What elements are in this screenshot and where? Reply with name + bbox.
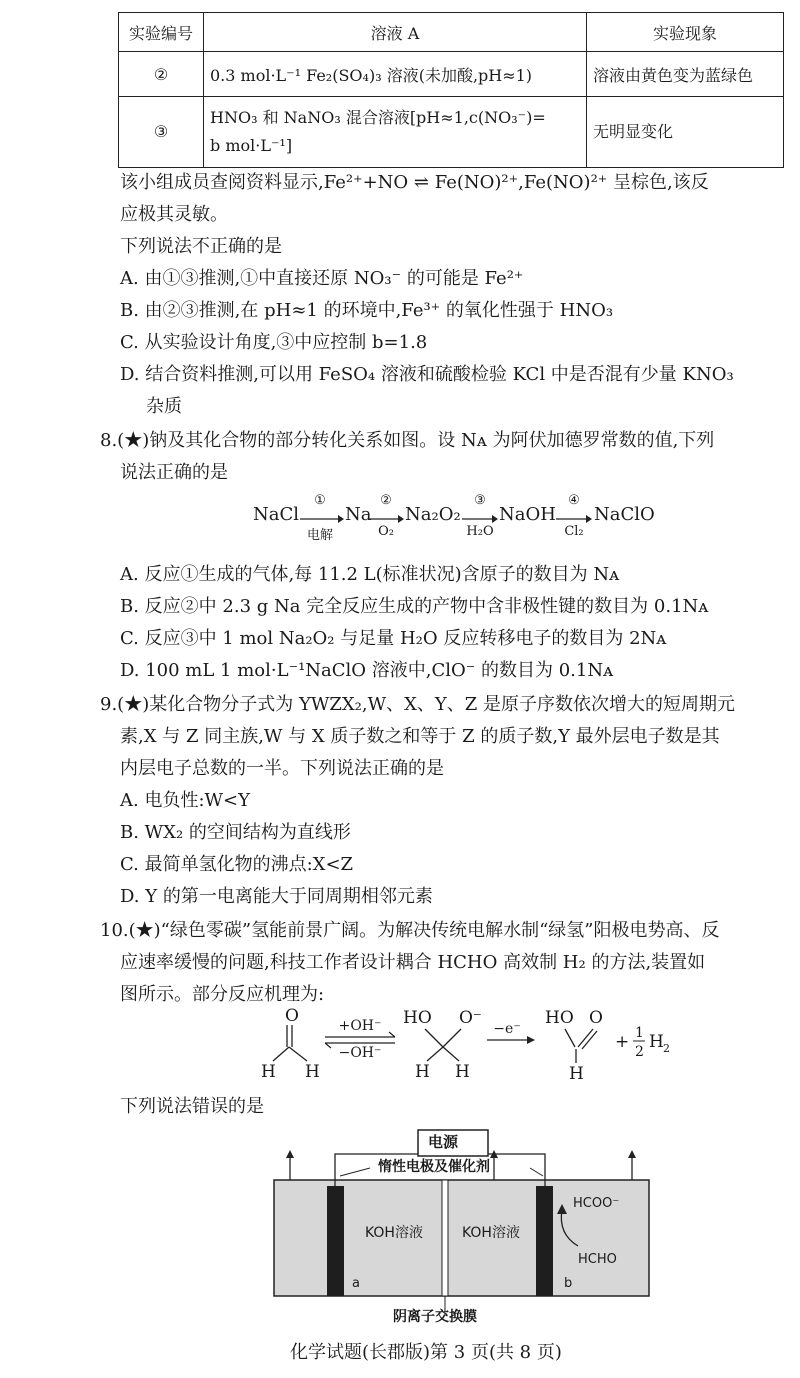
atom-h: H	[305, 1062, 320, 1082]
table-cell-solution: 0.3 mol·L⁻¹ Fe₂(SO₄)₃ 溶液(未加酸,pH≈1)	[204, 52, 587, 97]
chain-arrow-bottom: Cl₂	[564, 524, 584, 539]
membrane-label: 阴离子交换膜	[393, 1309, 477, 1325]
q7-option-c: C. 从实验设计角度,③中应控制 b=1.8	[120, 332, 428, 353]
table-cell-solution-line2: b mol·L⁻¹]	[210, 136, 293, 155]
q10-stem-line-1: 10.(★)“绿色零碳”氢能前景广阔。为解决传统电解水制“绿氢”阳极电势高、反	[100, 920, 720, 941]
table-cell-phenomenon: 无明显变化	[587, 97, 784, 168]
table-header-solution: 溶液 A	[204, 13, 587, 52]
formic-acid-structure	[545, 1008, 603, 1083]
right-solution-label: KOH溶液	[462, 1225, 520, 1241]
intro-line-1: 该小组成员查阅资料显示,Fe²⁺+NO ⇌ Fe(NO)²⁺,Fe(NO)²⁺ 呈棕色,该反	[120, 172, 709, 193]
table-cell-phenomenon: 溶液由黄色变为蓝绿色	[587, 52, 784, 97]
electrode-catalyst-label: 惰性电极及催化剂	[378, 1159, 490, 1175]
atom-ho: HO	[403, 1008, 432, 1028]
fraction-numerator: 1	[635, 1025, 644, 1041]
label-leader-line	[340, 1168, 370, 1176]
hcoo-label: HCOO⁻	[573, 1196, 620, 1211]
reaction-arrow-icon	[487, 1036, 535, 1044]
anion-exchange-membrane	[442, 1180, 448, 1296]
reaction-arrow-icon	[368, 515, 404, 523]
page-footer: 化学试题(长郡版)第 3 页(共 8 页)	[290, 1342, 562, 1363]
table-cell-id: ③	[119, 97, 204, 168]
q8-option-a: A. 反应①生成的气体,每 11.2 L(标准状况)含原子的数目为 Nᴀ	[120, 564, 620, 585]
atom-ho: HO	[545, 1008, 574, 1028]
q7-option-d-cont: 杂质	[146, 396, 182, 417]
chain-arrow-top: ①	[314, 493, 326, 508]
fraction-denominator: 2	[635, 1044, 644, 1060]
reaction-arrow-icon	[300, 515, 344, 523]
atom-o-minus: O⁻	[459, 1008, 482, 1028]
hcho-label: HCHO	[578, 1252, 617, 1267]
atom-h: H	[649, 1032, 664, 1052]
q9-option-d: D. Y 的第一电离能大于同周期相邻元素	[120, 886, 433, 907]
q8-option-b: B. 反应②中 2.3 g Na 完全反应生成的产物中含非极性键的数目为 0.1Nᴀ	[120, 596, 709, 617]
mechanism-electron-label: −e⁻	[493, 1021, 521, 1037]
electrode-a	[327, 1186, 344, 1296]
q7-option-a: A. 由①③推测,①中直接还原 NO₃⁻ 的可能是 Fe²⁺	[120, 268, 524, 289]
q8-option-c: C. 反应③中 1 mol Na₂O₂ 与足量 H₂O 反应转移电子的数目为 2Nᴀ	[120, 628, 667, 649]
chain-species: Na	[345, 504, 372, 525]
q10-prompt: 下列说法错误的是	[120, 1096, 264, 1117]
reaction-mechanism-diagram	[255, 1003, 685, 1083]
q9-option-b: B. WX₂ 的空间结构为直线形	[120, 822, 351, 843]
intro-line-2: 应极其灵敏。	[120, 204, 228, 225]
gas-outlet-arrow-icon	[286, 1150, 294, 1158]
hydrogen-product	[615, 1025, 670, 1060]
chain-species: NaClO	[594, 504, 655, 525]
q9-option-a: A. 电负性:W<Y	[120, 790, 250, 811]
chain-arrow-top: ④	[568, 493, 580, 508]
q7-prompt: 下列说法不正确的是	[120, 236, 282, 257]
plus-sign: +	[615, 1032, 630, 1052]
experiment-table	[118, 12, 784, 168]
power-supply-label: 电源	[428, 1133, 459, 1151]
atom-o: O	[285, 1006, 299, 1026]
electrode-b	[536, 1186, 553, 1296]
electrode-a-label: a	[352, 1276, 360, 1291]
atom-h: H	[261, 1062, 276, 1082]
label-leader-line	[530, 1168, 543, 1176]
mechanism-forward-label: +OH⁻	[338, 1018, 382, 1034]
chain-arrow-bottom: O₂	[378, 524, 394, 539]
q7-option-b: B. 由②③推测,在 pH≈1 的环境中,Fe³⁺ 的氧化性强于 HNO₃	[120, 300, 614, 321]
reaction-arrow-icon	[556, 515, 592, 523]
q9-stem-line-2: 素,X 与 Z 同主族,W 与 X 质子数之和等于 Z 的质子数,Y 最外层电子数是其	[120, 726, 720, 747]
q7-option-d: D. 结合资料推测,可以用 FeSO₄ 溶液和硫酸检验 KCl 中是否混有少量 KNO₃	[120, 364, 734, 385]
q8-stem-line-2: 说法正确的是	[120, 462, 228, 483]
chain-arrow-bottom: H₂O	[466, 524, 494, 539]
chain-arrow-top: ③	[474, 493, 486, 508]
q9-stem-line-1: 9.(★)某化合物分子式为 YWZX₂,W、X、Y、Z 是原子序数依次增大的短周期元	[100, 694, 736, 715]
chain-species: NaOH	[499, 504, 556, 525]
table-cell-id: ②	[119, 52, 204, 97]
table-row	[119, 52, 784, 97]
atom-h: H	[455, 1062, 470, 1082]
formaldehyde-structure	[261, 1006, 320, 1082]
chain-species: NaCl	[253, 504, 300, 525]
q9-option-c: C. 最简单氢化物的沸点:X<Z	[120, 854, 354, 875]
electrode-b-label: b	[564, 1276, 573, 1291]
q10-stem-line-3: 图所示。部分反应机理为:	[120, 984, 325, 1005]
chain-species: Na₂O₂	[405, 504, 461, 525]
table-cell-solution	[204, 97, 587, 168]
chain-arrow-top: ②	[380, 493, 392, 508]
q9-stem-line-3: 内层电子总数的一半。下列说法正确的是	[120, 758, 444, 779]
subscript: 2	[663, 1042, 670, 1055]
table-cell-solution-line1: HNO₃ 和 NaNO₃ 混合溶液[pH≈1,c(NO₃⁻)=	[210, 108, 546, 127]
atom-h: H	[415, 1062, 430, 1082]
left-solution-label: KOH溶液	[365, 1225, 423, 1241]
hydroxy-alkoxide-structure	[403, 1008, 482, 1082]
table-header-row	[119, 13, 784, 52]
table-header-id: 实验编号	[119, 13, 204, 52]
reaction-arrow-icon	[462, 515, 498, 523]
q8-stem-line-1: 8.(★)钠及其化合物的部分转化关系如图。设 Nᴀ 为阿伏加德罗常数的值,下列	[100, 430, 715, 451]
table-row	[119, 97, 784, 168]
mechanism-reverse-label: −OH⁻	[338, 1045, 382, 1061]
atom-h: H	[569, 1064, 584, 1083]
gas-outlet-arrow-icon	[628, 1150, 636, 1158]
table-header-phenomenon: 实验现象	[587, 13, 784, 52]
q10-stem-line-2: 应速率缓慢的问题,科技工作者设计耦合 HCHO 高效制 H₂ 的方法,装置如	[120, 952, 706, 973]
chain-arrow-bottom: 电解	[306, 528, 333, 543]
atom-o: O	[589, 1008, 603, 1028]
q8-option-d: D. 100 mL 1 mol·L⁻¹NaClO 溶液中,ClO⁻ 的数目为 0.1Nᴀ	[120, 660, 614, 681]
